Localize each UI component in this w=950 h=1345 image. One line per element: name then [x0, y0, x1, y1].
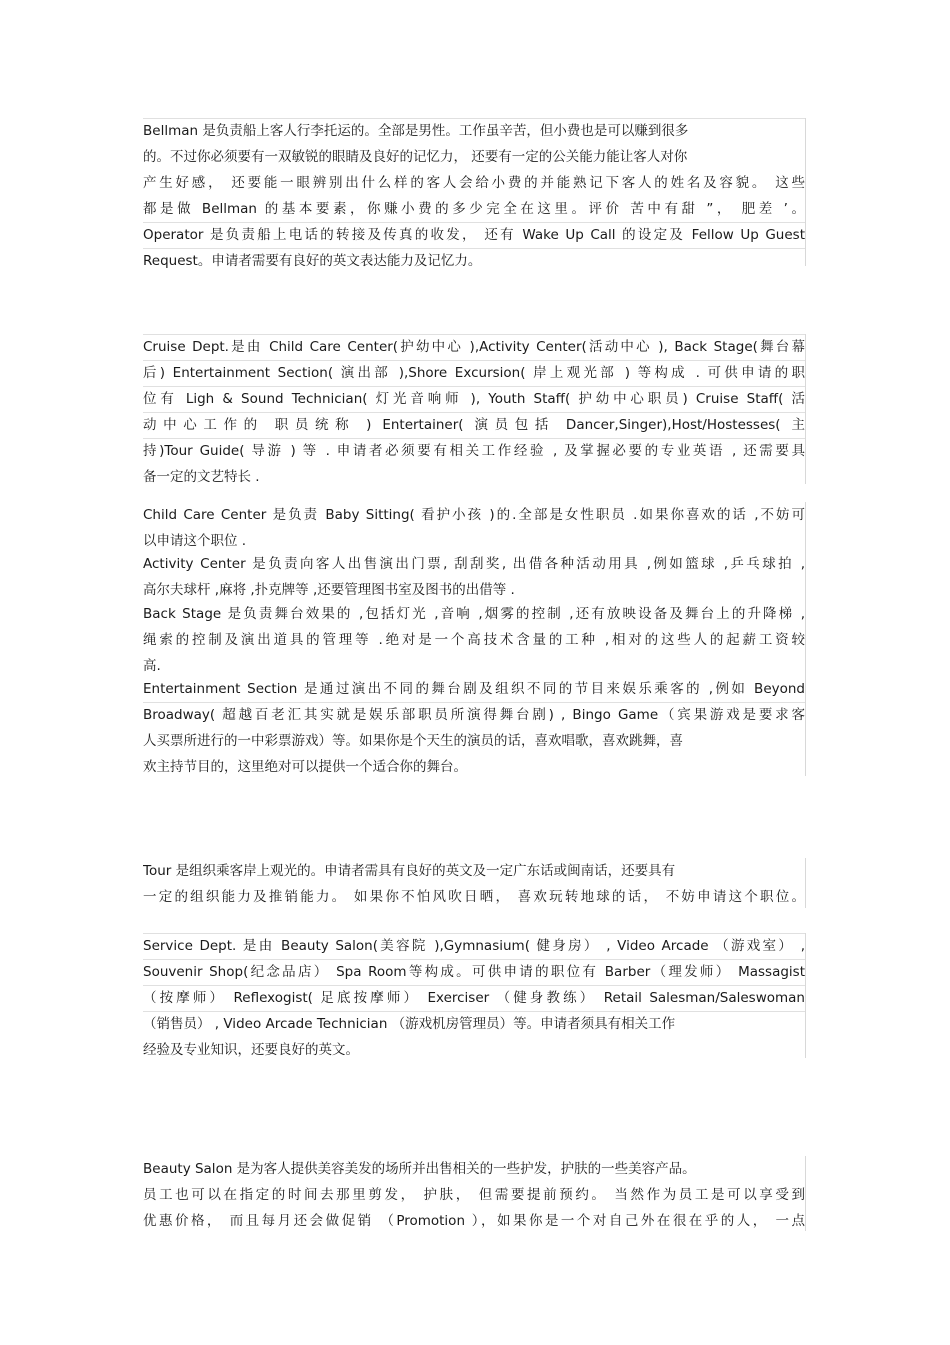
text-line: 位有 Ligh & Sound Technician( 灯光音响师 ), Youth Staff( 护幼中心职员) Cruise Staff( 活 [143, 386, 805, 412]
text-line: Activity Center 是负责向客人出售演出门票, 刮刮奖, 出借各种活动用具 ,例如篮球 ,乒乓球拍 , [143, 556, 805, 572]
paragraph-activity-center [143, 551, 806, 601]
text-line: Request。申请者需要有良好的英文表达能力及记忆力。 [143, 248, 805, 274]
paragraph-child-care [143, 502, 806, 552]
text-line: Child Care Center 是负责 Baby Sitting( 看护小孩 )的.全部是女性职员 .如果你喜欢的话 ,不妨可 [143, 507, 805, 523]
paragraph-cruise-dept [143, 334, 806, 484]
text-line: 产生好感， 还要能一眼辨别出什么样的客人会给小费的并能熟记下客人的姓名及容貌。 这些 [143, 175, 805, 191]
paragraph-beauty-salon [143, 1156, 806, 1231]
text-line: Back Stage 是负责舞台效果的 ,包括灯光 ,音响 ,烟雾的控制 ,还有放映设备及舞台上的升降梯 , [143, 606, 805, 622]
paragraph-tour [143, 858, 806, 908]
text-line: 都是做 Bellman 的基本要素，你赚小费的多少完全在这里。评价 苦中有甜 ”， 肥差 ’。 [143, 201, 805, 217]
text-line: （按摩师） Reflexogist( 足底按摩师） Exerciser （健身教练） Retail Salesman/Saleswoman [143, 985, 805, 1011]
text-line: 备一定的文艺特长 . [143, 469, 260, 485]
text-line: 持)Tour Guide( 导游 ) 等 . 申请者必须要有相关工作经验 , 及掌握必要的专业英语 , 还需要具 [143, 438, 805, 464]
text-line: 以申请这个职位 . [143, 533, 247, 549]
paragraph-entertainment-section [143, 676, 806, 776]
text-line: 后) Entertainment Section( 演出部 ),Shore Excursion( 岸上观光部 ) 等构成 . 可供申请的职 [143, 360, 805, 386]
text-line: Beauty Salon 是为客人提供美容美发的场所并出售相关的一些护发，护肤的一些美容产品。 [143, 1161, 696, 1177]
text-line: Operator 是负责船上电话的转接及传真的收发， 还有 Wake Up Call 的设定及 Fellow Up Guest [143, 222, 805, 248]
text-line: 动中心工作的 职员统称 ) Entertainer( 演员包括 Dancer,Singer),Host/Hostesses( 主 [143, 412, 805, 438]
text-line: Tour 是组织乘客岸上观光的。申请者需具有良好的英文及一定广东话或闽南话，还要具有 [143, 863, 676, 879]
text-line: Entertainment Section 是通过演出不同的舞台剧及组织不同的节目来娱乐乘客的 ,例如 Beyond [143, 681, 805, 697]
text-line: （销售员） , Video Arcade Technician （游戏机房管理员）等。申请者须具有相关工作 [143, 1011, 805, 1037]
text-line: Broadway( 超越百老汇其实就是娱乐部职员所演得舞台剧) , Bingo Game（宾果游戏是要求客 [143, 702, 805, 728]
text-line: Souvenir Shop(纪念品店） Spa Room等构成。可供申请的职位有 Barber（理发师） Massagist [143, 959, 805, 985]
text-line: Service Dept. 是由 Beauty Salon(美容院 ),Gymnasium( 健身房） , Video Arcade （游戏室） , [143, 933, 805, 959]
text-line: 优惠价格， 而且每月还会做促销 （Promotion ），如果你是一个对自己外在很在乎的人， 一点 [143, 1213, 805, 1229]
paragraph-bellman-operator [143, 118, 806, 269]
text-line: 一定的组织能力及推销能力。 如果你不怕风吹日晒， 喜欢玩转地球的话， 不妨申请这个职位。 [143, 889, 805, 905]
text-line: 经验及专业知识，还要良好的英文。 [143, 1042, 359, 1058]
text-line: 高. [143, 658, 161, 674]
text-line: Cruise Dept.是由 Child Care Center(护幼中心 ),Activity Center(活动中心 ), Back Stage(舞台幕 [143, 334, 805, 360]
paragraph-service-dept [143, 933, 806, 1058]
text-line: 的。不过你必须要有一双敏锐的眼睛及良好的记忆力， 还要有一定的公关能力能让客人对你 [143, 149, 688, 165]
paragraph-back-stage [143, 601, 806, 676]
text-line: 欢主持节目的，这里绝对可以提供一个适合你的舞台。 [143, 759, 467, 775]
text-line: Bellman 是负责船上客人行李托运的。全部是男性。工作虽辛苦，但小费也是可以赚到很多 [143, 118, 805, 144]
text-line: 绳索的控制及演出道具的管理等 .绝对是一个高技术含量的工种 ,相对的这些人的起薪工资较 [143, 632, 805, 648]
text-line: 人买票所进行的一中彩票游戏）等。如果你是个天生的演员的话，喜欢唱歌，喜欢跳舞，喜 [143, 733, 683, 749]
text-line: 高尔夫球杆 ,麻将 ,扑克牌等 ,还要管理图书室及图书的出借等 . [143, 582, 515, 598]
text-line: 员工也可以在指定的时间去那里剪发， 护肤， 但需要提前预约。 当然作为员工是可以享受到 [143, 1187, 805, 1203]
